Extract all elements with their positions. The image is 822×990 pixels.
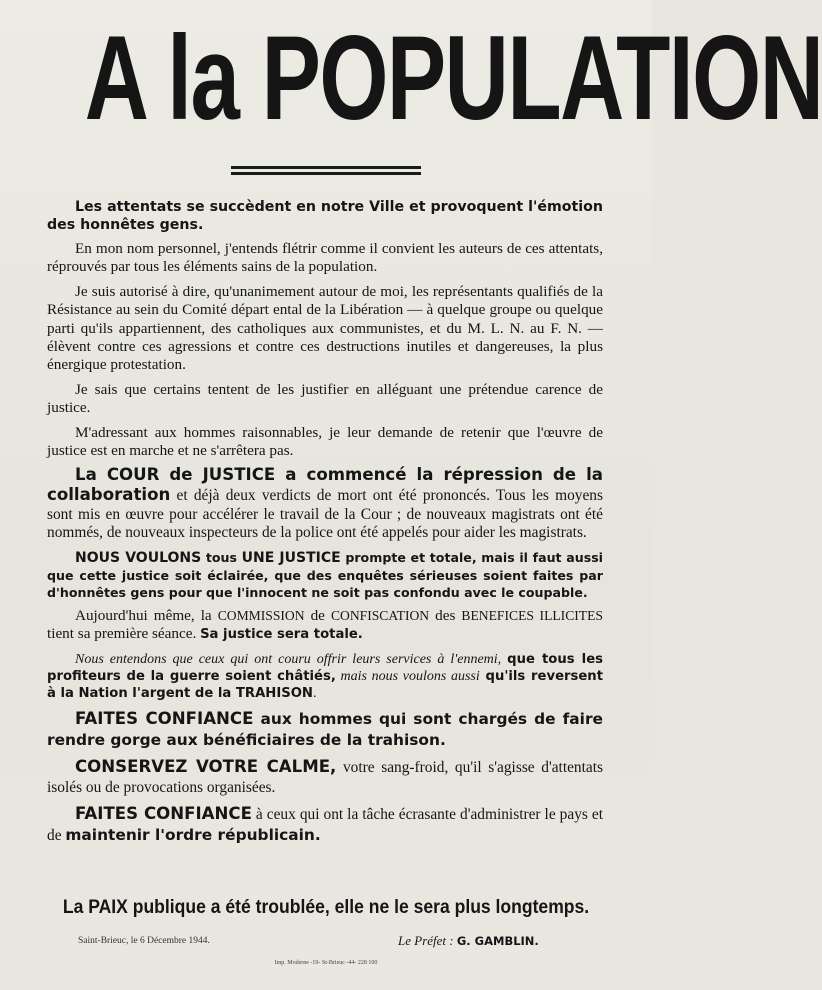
- paragraph-carence: Je sais que certains tentent de les justifier en alléguant une prétendue carence de justice.: [47, 380, 603, 417]
- paragraph-nom-personnel: En mon nom personnel, j'entends flétrir comme il convient les auteurs de ces attentats, réprouvés par tous les éléments sains de la population.: [47, 240, 603, 276]
- prefet-name: G. GAMBLIN.: [456, 934, 539, 948]
- paragraph-profiteurs: Nous entendons que ceux qui ont couru offrir leurs services à l'ennemi, que tous les profiteurs de la guerre soient châtiés, mais nous voulons aussi qu'ils reversent à la Nation l'argent de la TRAHISON.: [47, 651, 604, 702]
- conservez-calme-heading: CONSERVEZ VOTRE CALME,: [75, 756, 337, 776]
- paragraph-resistance: Je suis autorisé à dire, qu'unanimement autour de moi, les représentants qualifiés de la Résistance au sein du Comité départ ental de la Libération — à quelque groupe ou quelque parti qu'ils appartiennent, des catholiques aux communistes, et du M. L. N. au F. N. — élèvent contre ces agressions et contre ces destructions inutiles et dangereuses, la plus énergique protestation.: [47, 282, 603, 374]
- trahison-keyword: TRAHISON: [235, 686, 313, 702]
- printer-imprint: Imp. Moderne -19- St-Brieuc -44- 228 100: [274, 960, 378, 966]
- paragraph-attentats: Les attentats se succèdent en notre Ville et provoquent l'émotion des honnêtes gens.: [47, 199, 603, 233]
- poster-title: A la POPULATION: [84, 11, 822, 145]
- faites-confiance-heading-1: FAITES CONFIANCE: [75, 708, 254, 728]
- cour-keyword: COUR: [106, 465, 160, 485]
- paragraph-faites-confiance-2: FAITES CONFIANCE à ceux qui ont la tâche écrasante d'administrer le pays et de maintenir l'ordre républicain.: [47, 803, 603, 844]
- paragraph-cour-de-justice: La COUR de JUSTICE a commencé la répression de la collaboration et déjà deux verdicts de mort ont été prononcés. Tous les moyens sont mis en œuvre pour accélérer le travail de la Cour ; de nouveaux magistrats ont été nommés, de nouveaux inspecteurs de la police ont été appelés pour aider les magistrats.: [47, 465, 603, 542]
- paragraph-faites-confiance-1: FAITES CONFIANCE aux hommes qui sont chargés de faire rendre gorge aux bénéficiaires de la trahison.: [47, 708, 603, 749]
- faites-confiance-heading-2: FAITES CONFIANCE: [75, 803, 252, 823]
- collaboration-keyword: collaboration: [47, 485, 171, 505]
- paragraph-nous-voulons: NOUS VOULONS tous UNE JUSTICE prompte et totale, mais il faut aussi que cette justice soit éclairée, que des enquêtes sérieuses soient faites par d'honnêtes gens pour que l'innocent ne soit pas confondu avec le coupable.: [47, 549, 604, 600]
- sa-justice-totale: Sa justice sera totale.: [200, 627, 363, 643]
- closing-statement: La PAIX publique a été troublée, elle ne le sera plus longtemps.: [62, 896, 590, 918]
- prefet-signature: [398, 933, 539, 949]
- title-rule-bottom: [231, 172, 421, 175]
- proclamation-body: [47, 198, 603, 852]
- paragraph-commission: Aujourd'hui même, la COMMISSION de CONFISCATION des BENEFICES ILLICITES tient sa première séance. Sa justice sera totale.: [47, 606, 603, 643]
- title-rule-top: [231, 166, 421, 169]
- paragraph-conservez-calme: CONSERVEZ VOTRE CALME, votre sang-froid, qu'il s'agisse d'attentats isolés ou de provocations organisées.: [47, 756, 603, 796]
- place-date: Saint-Brieuc, le 6 Décembre 1944.: [78, 936, 210, 946]
- justice-keyword: JUSTICE: [202, 465, 276, 485]
- une-justice-keyword: UNE JUSTICE: [241, 549, 341, 566]
- paragraph-hommes-raisonnables: M'adressant aux hommes raisonnables, je leur demande de retenir que l'œuvre de justice est en marche et ne s'arrêtera pas.: [47, 423, 603, 460]
- prefet-label: Le Préfet :: [398, 933, 454, 948]
- nous-voulons-keyword: NOUS VOULONS: [75, 549, 202, 566]
